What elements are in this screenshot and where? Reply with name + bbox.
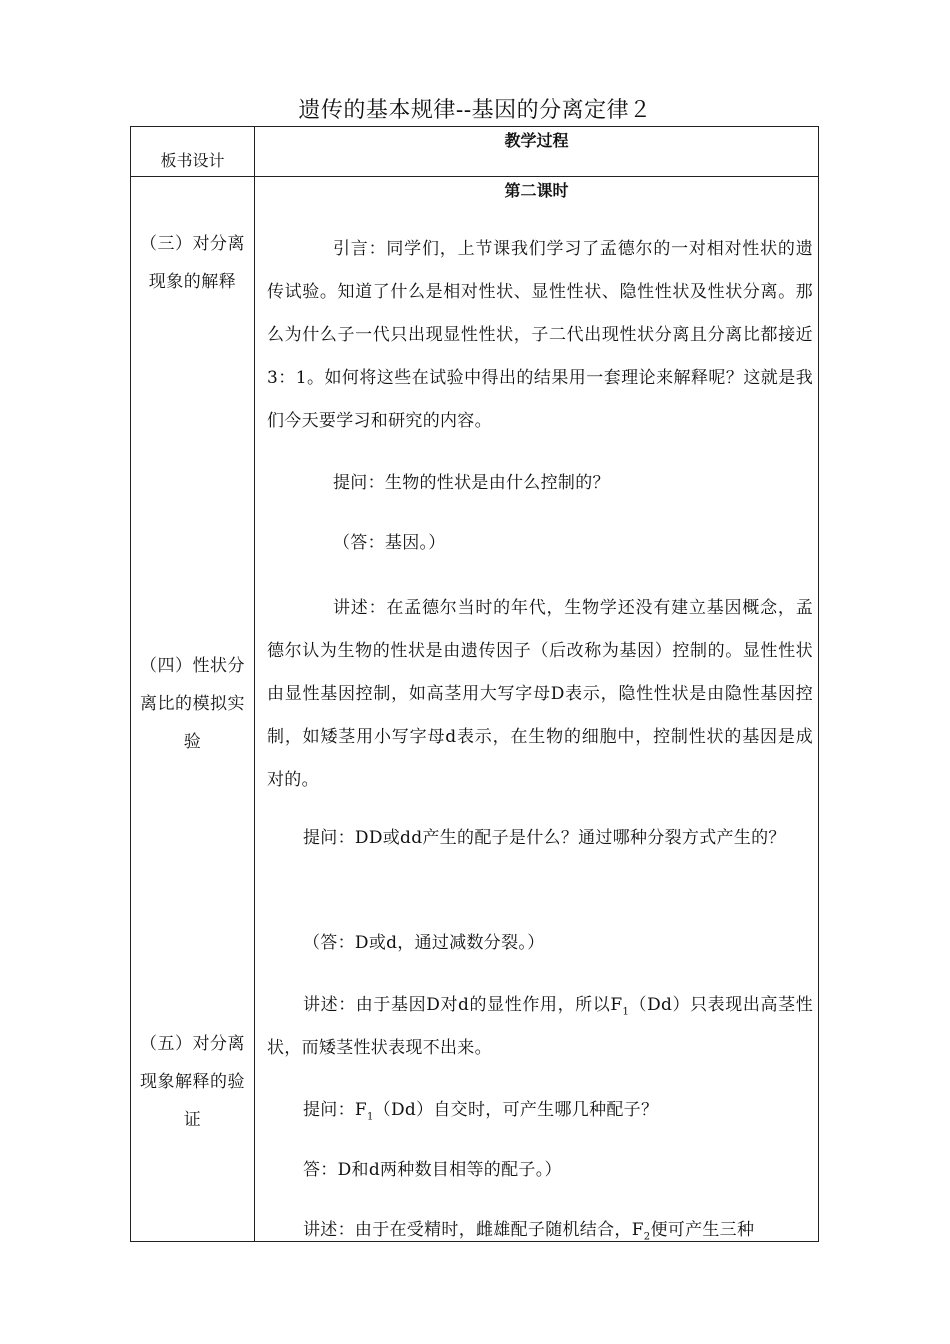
paragraph-question-3 [267, 1089, 813, 1132]
paragraph-answer-2: （答：D或d，通过减数分裂。） [303, 933, 545, 953]
lesson-plan-table [130, 126, 819, 1242]
board-item-3: （三）对分离现象的解释 [140, 234, 245, 292]
paragraph-answer-1: （答：基因。） [333, 533, 446, 553]
header-teaching-process: 教学过程 [504, 131, 569, 150]
paragraph-intro: 引言：同学们，上节课我们学习了孟德尔的一对相对性状的遗传试验。知道了什么是相对性状、显性性状、隐性性状及性状分离。那么为什么子一代只出现显性性状，子二代出现性状分离且分离比都接近3：1。如何将这些在试验中得出的结果用一套理论来解释呢？这就是我们今天要学习和研究的内容。 [267, 239, 813, 431]
subscript: 2 [643, 1231, 651, 1243]
text-segment: （Dd）只表现出高茎性状，而矮茎性状表现不出来。 [267, 995, 814, 1058]
header-divider [131, 176, 818, 177]
paragraph-question-2: 提问：DD或dd产生的配子是什么？通过哪种分裂方式产生的？ [303, 828, 786, 848]
text-segment: 讲述：由于在受精时，雌雄配子随机结合，F [303, 1220, 644, 1240]
text-segment: （Dd）自交时，可产生哪几种配子？ [373, 1100, 659, 1120]
board-item-4: （四）性状分离比的模拟实验 [140, 656, 245, 752]
paragraph-explain-1: 讲述：在孟德尔当时的年代，生物学还没有建立基因概念，孟德尔认为生物的性状是由遗传因子（后改称为基因）控制的。显性性状由显性基因控制，如高茎用大写字母D表示，隐性性状是由隐性基因控制，如矮茎用小写字母d表示，在生物的细胞中，控制性状的基因是成对的。 [267, 598, 813, 790]
subscript: 1 [622, 1006, 630, 1018]
paragraph-explain-3 [267, 1209, 813, 1252]
document-title: 遗传的基本规律--基因的分离定律２ [298, 98, 652, 123]
paragraph-explain-2 [267, 984, 813, 1070]
board-item-5: （五）对分离现象解释的验证 [140, 1034, 245, 1130]
lesson-heading: 第二课时 [504, 181, 569, 200]
paragraph-answer-3: 答：D和d两种数目相等的配子。） [303, 1160, 562, 1180]
paragraph-question-1: 提问：生物的性状是由什么控制的？ [333, 473, 610, 493]
text-segment: 讲述：由于基因D对d的显性作用，所以F [303, 995, 623, 1015]
text-segment: 便可产生三种 [650, 1220, 755, 1240]
text-segment: 提问：F [303, 1100, 367, 1120]
subscript: 1 [367, 1111, 374, 1123]
column-divider [254, 127, 255, 1241]
header-board-design: 板书设计 [160, 151, 225, 170]
